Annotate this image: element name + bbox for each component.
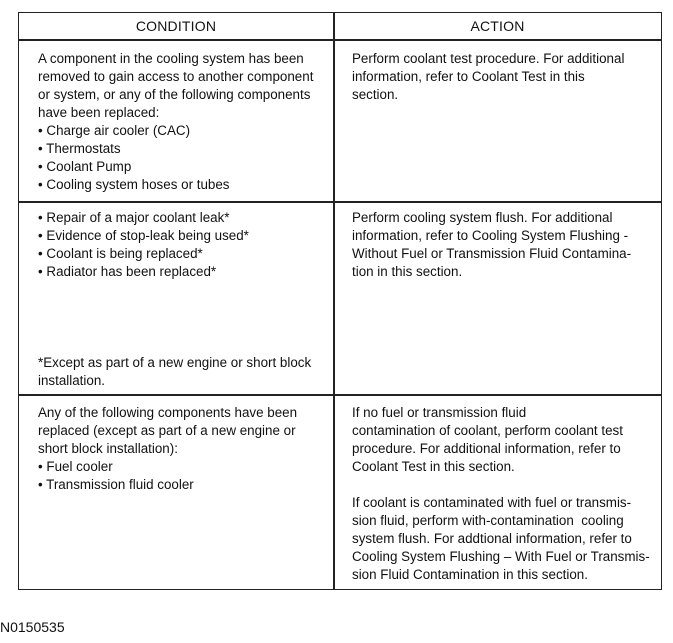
- row-2-action: Perform cooling system flush. For additional information, refer to Cooling System Flushing - Without Fuel or Transmission Fluid Contamina- tion in this section.: [352, 210, 632, 279]
- row-3-condition: Any of the following components have been replaced (except as part of a new engine or short block installation): • Fuel cooler • Transmission fluid cooler: [38, 405, 298, 492]
- action-header: ACTION: [470, 18, 525, 34]
- header-divider: [19, 39, 661, 41]
- condition-header: CONDITION: [135, 18, 217, 34]
- row-1-action: Perform coolant test procedure. For additional information, refer to Coolant Test in this section.: [352, 51, 625, 102]
- row-2-condition: • Repair of a major coolant leak* • Evidence of stop-leak being used* • Coolant is being replaced* • Radiator has been replaced*: [38, 210, 249, 279]
- row-3-action-2: If coolant is contaminated with fuel or transmis- sion fluid, perform with-contamination cooling system flush. For addtional information, refer to Cooling System Flushing – With Fuel or Transmis- sion Fluid Contamination in this section.: [352, 495, 650, 582]
- figure-code: N0150535: [0, 619, 65, 635]
- row-1-condition: A component in the cooling system has been removed to gain access to another component or system, or any of the following components have been replaced: • Charge air cooler (CAC) • Thermostats • Coolant Pump • Cooling system hoses or tubes: [38, 51, 314, 192]
- column-divider: [333, 13, 335, 589]
- row-divider: [19, 394, 661, 396]
- condition-action-table: [18, 12, 662, 590]
- row-2-condition-note: *Except as part of a new engine or short block installation.: [38, 355, 312, 388]
- row-3-action: If no fuel or transmission fluid contamination of coolant, perform coolant test procedure. For additional information, refer to Coolant Test in this section.: [352, 405, 623, 474]
- row-divider: [19, 201, 661, 203]
